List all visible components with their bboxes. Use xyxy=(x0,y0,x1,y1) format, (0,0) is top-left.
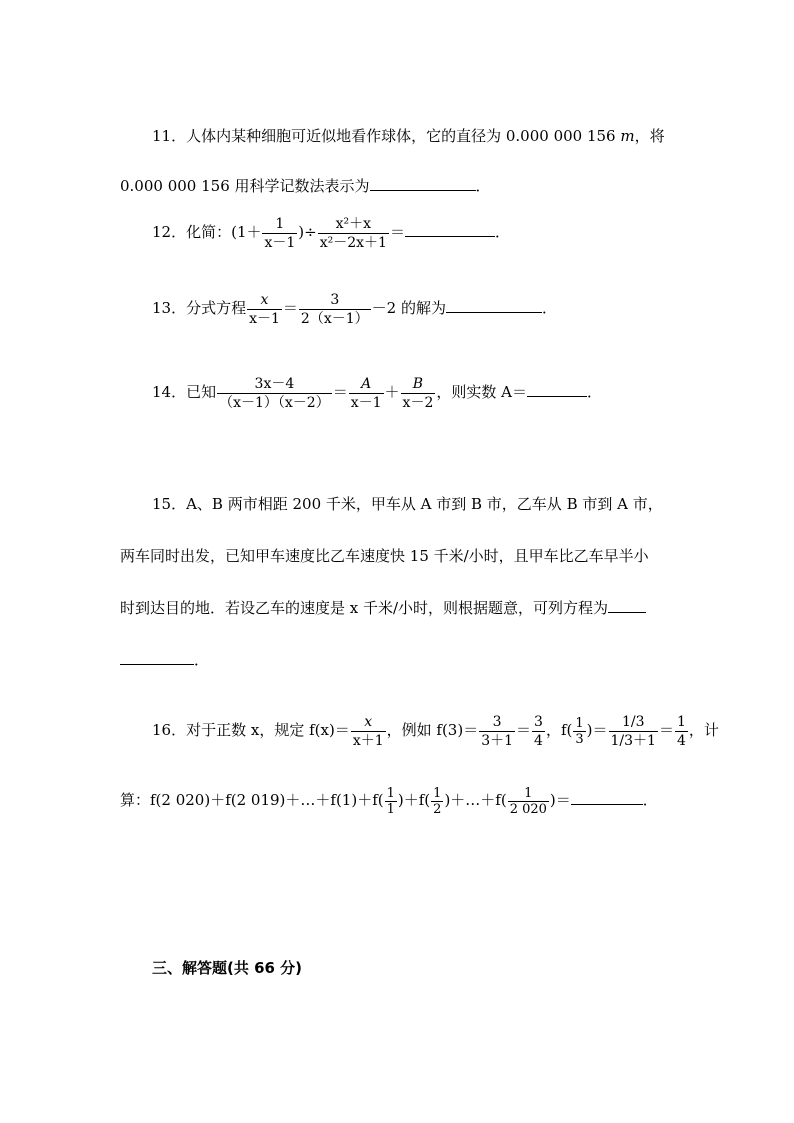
q16-calc-fraction-2: $\frac{1}{2}$ xyxy=(433,785,442,817)
q16-line1: 16．对于正数 x，规定 f(x)＝ $\frac{x}{x+1}$ ，例如 f(3)＝ $\frac{3}{3+1}$ ＝ $\frac{3}{4}$ ，f( $\frac{1}{3}$ )＝ $\frac{1/3}{1/3+1}$ ＝ $\frac{1}{4}$ ，计 xyxy=(152,713,719,749)
answer-blank-16[interactable] xyxy=(571,790,643,805)
answer-blank-12[interactable] xyxy=(405,222,495,237)
section-heading-3: 三、解答题(共 66 分) xyxy=(152,959,303,977)
q16-ex2-complex-fraction: $\frac{1/3}{1/3+1}$ xyxy=(610,713,656,749)
q14-fraction-1: $\frac{3x-4}{(x-1)(x-2)}$ xyxy=(219,375,330,411)
q15-line3: 时到达目的地．若设乙车的速度是 x 千米/小时，则根据题意，可列方程为 xyxy=(120,598,646,618)
answer-blank-14[interactable] xyxy=(527,382,587,397)
q16-line2: 算：f(2 020)＋f(2 019)＋…＋f(1)＋f( $\frac{1}{1}$ )＋f( $\frac{1}{2}$ )＋…＋f( $\frac{1}{2 020}$ )＝ ． xyxy=(120,785,658,817)
q13-fraction-2: $\frac{3}{2(x-1)}$ xyxy=(300,291,369,327)
q16-ex2-arg: $\frac{1}{3}$ xyxy=(575,715,584,747)
q16-ex1-fraction: $\frac{3}{3+1}$ xyxy=(481,713,514,749)
answer-blank-13[interactable] xyxy=(446,298,542,313)
q11-line1: 11．人体内某种细胞可近似地看作球体，它的直径为 0.000 000 156 m，将 xyxy=(152,127,665,145)
q14-fraction-b: $\frac{B}{x-2}$ xyxy=(402,375,434,411)
q11-line2: 0.000 000 156 用科学记数法表示为 ． xyxy=(120,177,491,195)
q12-fraction-2: $\frac{\text{x²＋x}}{\text{x²－2x＋1}}$ xyxy=(319,215,387,251)
answer-blank-11[interactable] xyxy=(370,176,476,191)
q14-fraction-a: $\frac{A}{x-1}$ xyxy=(350,375,382,411)
q13-fraction-1: $\frac{x}{x-1}$ xyxy=(249,291,280,327)
q16-def-fraction: $\frac{x}{x+1}$ xyxy=(352,713,384,749)
q15-line4: ． xyxy=(120,650,209,670)
q13: 13．分式方程 $\frac{x}{x-1}$ ＝ $\frac{3}{2(x-1)}$ －2 的解为 ． xyxy=(152,291,557,327)
q12-fraction-1: $\frac{1}{x-1}$ xyxy=(264,215,296,251)
q15-line2: 两车同时出发，已知甲车速度比乙车速度快 15 千米/小时，且甲车比乙车早半小 xyxy=(120,547,649,565)
q12: 12．化简：(1＋ $\frac{1}{x-1}$ )÷ $\frac{\text{x²＋x}}{\text{x²－2x＋1}}$ ＝ ． xyxy=(152,215,510,251)
q15-line1: 15．A、B 两市相距 200 千米，甲车从 A 市到 B 市，乙车从 B 市到 A 市， xyxy=(152,495,663,513)
q16-calc-fraction-3: $\frac{1}{2 020}$ xyxy=(509,785,547,817)
q16-calc-fraction-1: $\frac{1}{1}$ xyxy=(386,785,395,817)
answer-blank-15b[interactable] xyxy=(120,650,194,665)
answer-blank-15a[interactable] xyxy=(608,598,646,613)
q14: 14．已知 $\frac{3x-4}{(x-1)(x-2)}$ ＝ $\frac{A}{x-1}$ ＋ $\frac{B}{x-2}$ ，则实数 A＝ ． xyxy=(152,375,602,411)
q16-ex2-result: $\frac{1}{4}$ xyxy=(676,713,686,749)
q16-ex1-result: $\frac{3}{4}$ xyxy=(534,713,543,749)
